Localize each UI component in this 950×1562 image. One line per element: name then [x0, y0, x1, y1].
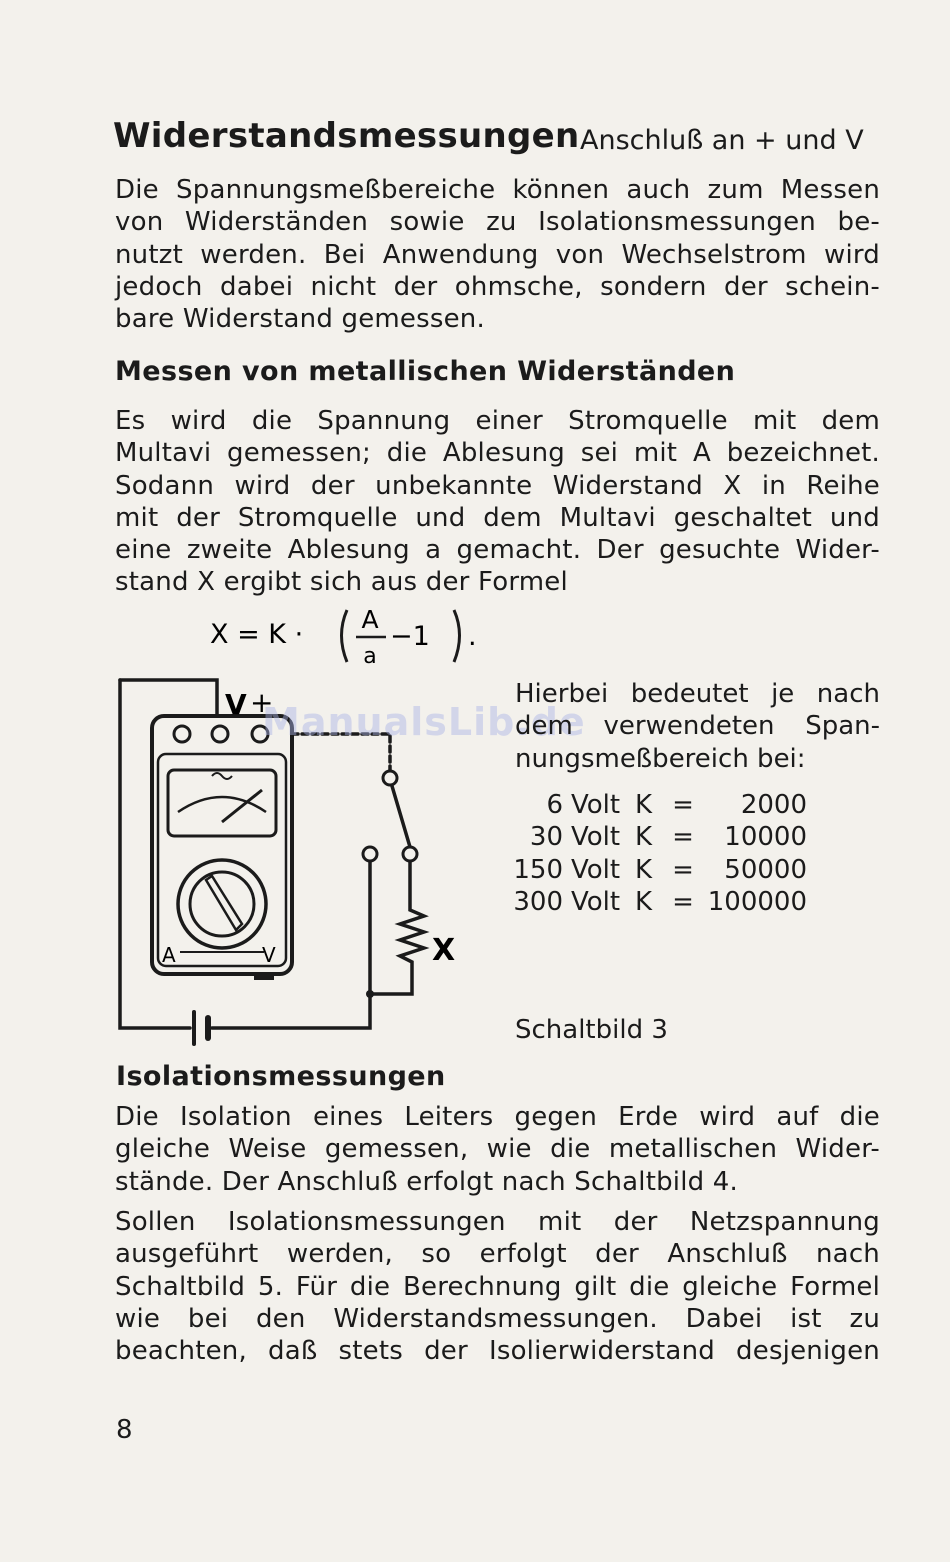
k-symbol: K [635, 854, 653, 885]
text-line: dem verwendeten Span- [515, 711, 880, 742]
formula-numerator: A [361, 605, 379, 634]
text-line: Schaltbild 5. Für die Berechnung gilt die gleiche Formel [115, 1271, 880, 1302]
text-line: jedoch dabei nicht der ohmsche, sondern der schein- [115, 271, 880, 302]
page-number: 8 [116, 1415, 133, 1445]
section-title: Widerstandsmessungen [113, 116, 580, 156]
metal-resistance-heading: Messen von metallischen Widerständen [115, 356, 736, 387]
text-line: beachten, daß stets der Isolierwiderstand desjenigen [115, 1336, 880, 1367]
terminal-middle [212, 726, 228, 742]
left-paren [342, 610, 348, 662]
range-value: 300 [513, 886, 563, 917]
label-v: V [225, 688, 247, 721]
explanation-text [515, 678, 880, 775]
watermark: ManualsLib.de [262, 700, 586, 744]
isolation-paragraph-2 [115, 1206, 880, 1367]
text-line: Die Isolation eines Leiters gegen Erde wird auf die [115, 1102, 880, 1132]
text-line: nutzt werden. Bei Anwendung von Wechselstrom wird [115, 239, 880, 270]
k-value: 100000 [707, 886, 807, 917]
meter-label-v: V [262, 943, 276, 967]
terminal-left [174, 726, 190, 742]
text-line: stände. Der Anschluß erfolgt nach Schaltbild 4. [115, 1166, 739, 1197]
table-row [495, 854, 807, 886]
metal-resistance-paragraph [115, 405, 880, 599]
multimeter [152, 716, 292, 980]
label-plus: + [250, 686, 274, 719]
table-row [495, 886, 807, 918]
right-paren [454, 610, 460, 662]
text-line: Die Spannungsmeßbereiche können auch zum Messen [115, 175, 880, 205]
text-line: Sollen Isolationsmessungen mit der Netzspannung [115, 1207, 880, 1237]
range-unit: Volt [571, 822, 621, 853]
formula-minus-one: −1 [390, 621, 430, 652]
switch-contact-bottom [403, 847, 417, 861]
k-value: 10000 [724, 822, 807, 853]
text-line: Es wird die Spannung einer Stromquelle mit dem [115, 406, 880, 436]
text-line: Multavi gemessen; die Ablesung sei mit A bezeichnet. [115, 438, 880, 469]
text-line: wie bei den Widerstandsmessungen. Dabei ist zu [115, 1303, 880, 1334]
text-line: von Widerständen sowie zu Isolationsmessungen be- [115, 207, 880, 238]
range-value: 6 [546, 790, 563, 820]
text-line: bare Widerstand gemessen. [115, 304, 485, 335]
intro-paragraph [115, 174, 880, 335]
junction-dot [366, 990, 374, 998]
meter-label-a: A [162, 943, 176, 967]
range-unit: Volt [571, 886, 621, 917]
text-line: Hierbei bedeutet je nach [515, 679, 880, 709]
resistor-label-x: X [432, 933, 456, 968]
k-symbol: K [635, 822, 653, 853]
range-value: 30 [529, 822, 563, 853]
text-line: stand X ergibt sich aus der Formel [115, 567, 568, 598]
k-symbol: K [635, 886, 653, 917]
text-line: nungsmeßbereich bei: [515, 743, 806, 774]
equals-sign: = [672, 886, 694, 917]
equals-sign: = [672, 790, 694, 820]
range-value: 150 [513, 854, 563, 885]
formula-denominator: a [363, 644, 377, 669]
k-value: 2000 [740, 790, 807, 820]
switch-contact-left [363, 847, 377, 861]
diagram-caption: Schaltbild 3 [515, 1015, 668, 1045]
formula-period: . [468, 621, 477, 652]
formula-lhs: X = K · [210, 619, 304, 650]
equals-sign: = [672, 822, 694, 853]
k-value: 50000 [724, 854, 807, 885]
range-unit: Volt [571, 854, 621, 885]
switch-contact-top [383, 771, 397, 785]
text-line: ausgeführt werden, so erfolgt der Anschluß nach [115, 1239, 880, 1270]
isolation-heading: Isolationsmessungen [116, 1061, 446, 1092]
k-factor-table [495, 789, 807, 918]
text-line: gleiche Weise gemessen, wie die metallischen Wider- [115, 1134, 880, 1165]
table-row [495, 821, 807, 853]
resistance-formula [210, 600, 500, 670]
text-line: mit der Stromquelle und dem Multavi geschaltet und [115, 502, 880, 533]
equals-sign: = [672, 854, 694, 885]
k-symbol: K [635, 790, 653, 820]
table-row [495, 789, 807, 821]
connection-note: Anschluß an + und V [580, 125, 864, 156]
text-line: Sodann wird der unbekannte Widerstand X in Reihe [115, 470, 880, 501]
isolation-paragraph-1 [115, 1101, 880, 1198]
range-unit: Volt [571, 790, 621, 820]
text-line: eine zweite Ablesung a gemacht. Der gesuchte Wider- [115, 535, 880, 566]
